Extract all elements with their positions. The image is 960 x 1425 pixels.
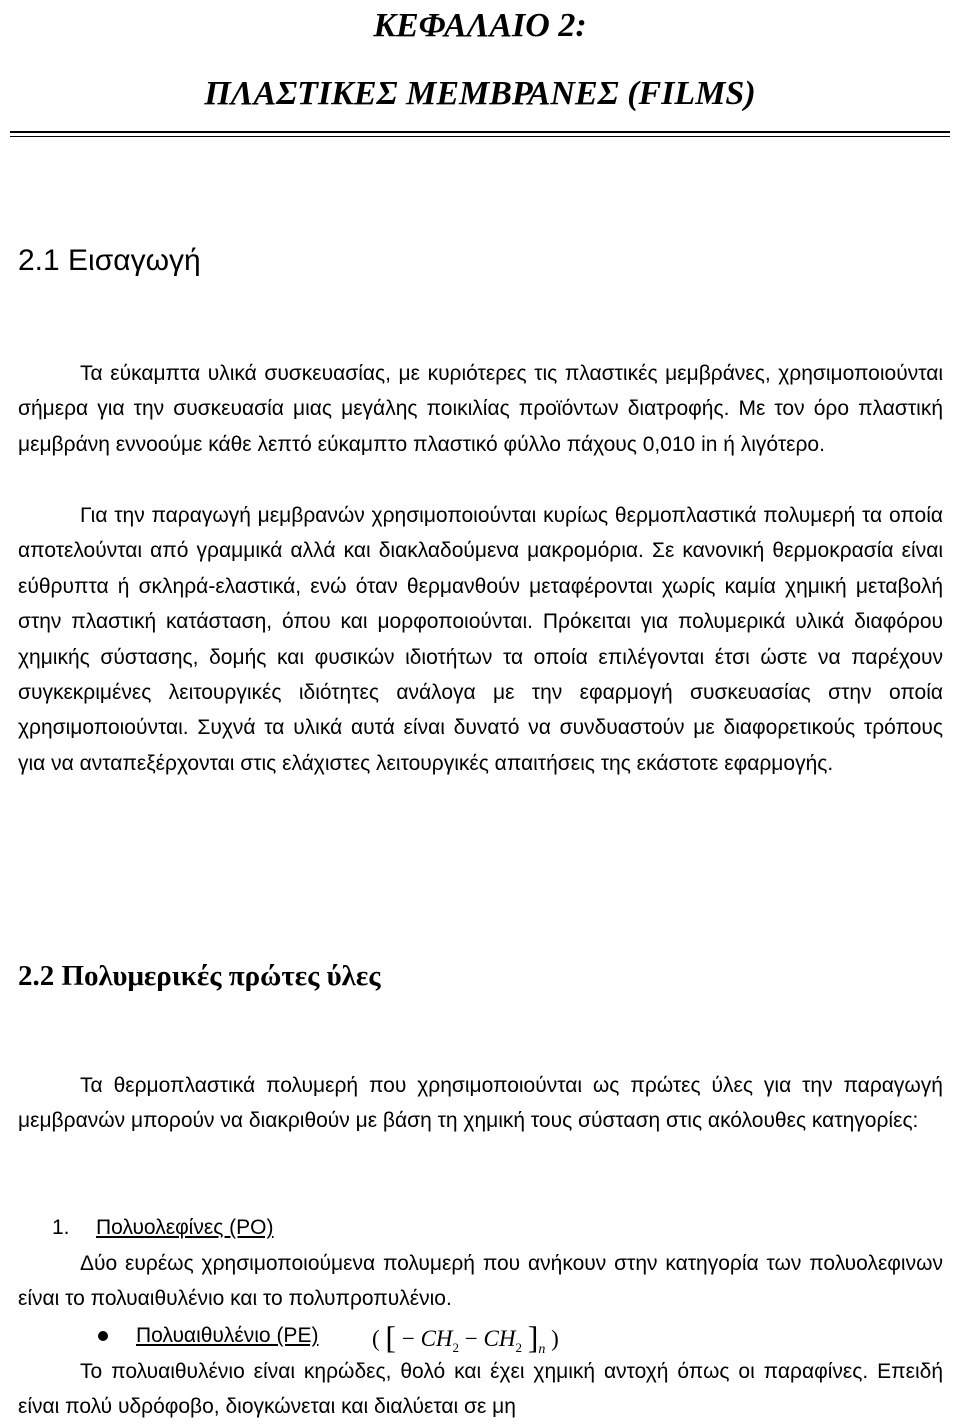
bullet-icon bbox=[98, 1331, 108, 1341]
polyethylene-formula bbox=[372, 1320, 559, 1358]
raw-materials-intro-paragraph: Τα θερμοπλαστικά πολυμερή που χρησιμοποιούνται ως πρώτες ύλες για την παραγωγή μεμβρανών μπορούν να διακριθούν με βάση τη χημική τους σύσταση στις ακόλουθες κατηγορίες: bbox=[18, 1074, 943, 1133]
polyolefins-paragraph: Δύο ευρέως χρησιμοποιούμενα πολυμερή που ανήκουν στην κατηγορία των πολυολεφινων είναι το πολυαιθυλένιο και το πολυπροπυλένιο. bbox=[18, 1252, 943, 1311]
formula-open-paren: ( bbox=[372, 1326, 380, 1351]
section-heading-polymer-raw-materials: 2.2 Πολυμερικές πρώτες ύλες bbox=[18, 960, 381, 992]
formula-ch-b: CH bbox=[483, 1326, 516, 1351]
title-divider-thin bbox=[10, 136, 950, 137]
formula-dash-2: − bbox=[464, 1326, 478, 1351]
formula-close-paren: ) bbox=[551, 1326, 559, 1351]
polyethylene-paragraph: Το πολυαιθυλένιο είναι κηρώδες, θολό και έχει χημική αντοχή όπως οι παραφίνες. Επειδή είναι πολύ υδρόφοβο, διογκώνεται και διαλύεται σε μη bbox=[18, 1360, 943, 1419]
formula-ch-a: CH bbox=[420, 1326, 453, 1351]
chapter-title: ΠΛΑΣΤΙΚΕΣ ΜΕΜΒΡΑΝΕΣ (FILMS) bbox=[204, 75, 756, 112]
intro-paragraph-1: Τα εύκαμπτα υλικά συσκευασίας, με κυριότερες τις πλαστικές μεμβράνες, χρησιμοποιούνται σήμερα για την συσκευασία μιας μεγάλης ποικιλίας προϊόντων διατροφής. Με τον όρο πλαστική μεμβράνη εννοούμε κάθε λεπτό εύκαμπτο πλαστικό φύλλο πάχους 0,010 in ή λιγότερο. bbox=[18, 362, 943, 456]
formula-sub-b: 2 bbox=[515, 1340, 522, 1355]
formula-sub-a: 2 bbox=[452, 1340, 460, 1355]
chapter-number-title: ΚΕΦΑΛΑΙΟ 2: bbox=[373, 7, 587, 44]
formula-dash-1: − bbox=[401, 1326, 415, 1351]
polyethylene-label: Πολυαιθυλένιο (PE) bbox=[136, 1324, 319, 1347]
formula-close-bracket: ] bbox=[527, 1319, 539, 1355]
formula-open-bracket: [ bbox=[385, 1319, 397, 1355]
intro-paragraph-2: Για την παραγωγή μεμβρανών χρησιμοποιούνται κυρίως θερμοπλαστικά πολυμερή τα οποία αποτελούνται από γραμμικά αλλά και διακλαδούμενα μακρομόρια. Σε κανονική θερμοκρασία είναι εύθρυπτα ή σκληρά-ελαστικά, ενώ όταν θερμανθούν μεταφέρονται χωρίς καμία χημική μεταβολή στην πλαστική κατάσταση, όπου και μορφοποιούνται. Πρόκειται για πολυμερικά υλικά διαφόρου χημικής σύστασης, δομής και φυσικών ιδιοτήτων τα οποία επιλέγονται έτσι ώστε να παρέχουν συγκεκριμένες λειτουργικές ιδιότητες ανάλογα με την εφαρμογή συσκευασίας στην οποία χρησιμοποιούνται. Συχνά τα υλικά αυτά είναι δυνατό να συνδυαστούν με διαφορετικούς τρόπους για να ανταπεξέρχονται στις ελάχιστες λειτουργικές απαιτήσεις της εκάστοτε εφαρμογής. bbox=[18, 504, 943, 775]
list-item-polyolefins-label: Πολυολεφίνες (PO) bbox=[96, 1216, 274, 1239]
section-heading-introduction: 2.1 Εισαγωγή bbox=[18, 244, 201, 277]
title-divider-thick bbox=[10, 131, 950, 133]
formula-sub-n: n bbox=[538, 1342, 546, 1357]
list-item-number: 1. bbox=[52, 1216, 70, 1239]
